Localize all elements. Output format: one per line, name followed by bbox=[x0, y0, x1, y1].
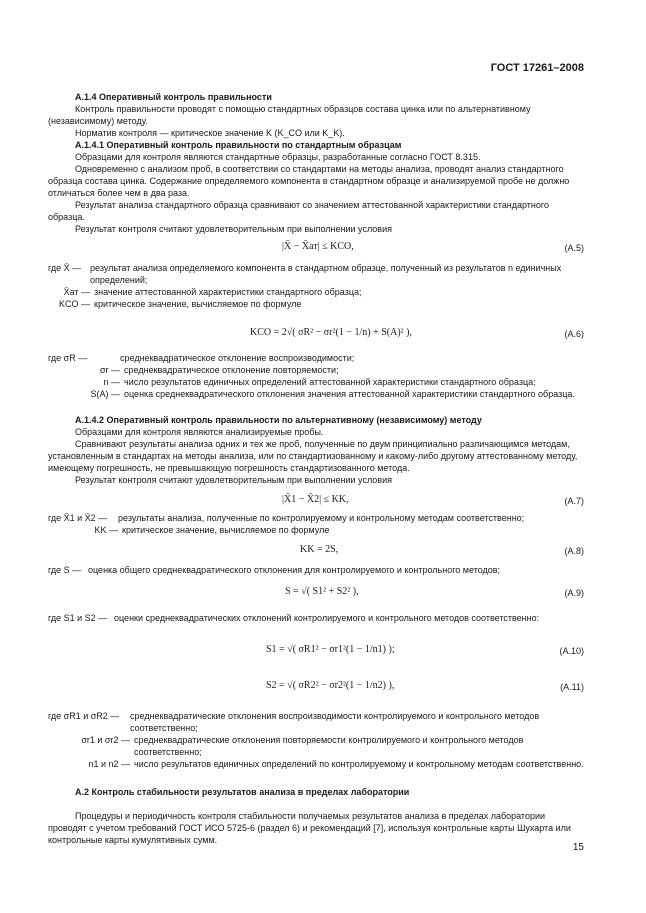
def-text: результаты анализа, полученные по контролируемому и контрольному методам соответственно; bbox=[118, 513, 525, 523]
paragraph: Результат контроля считают удовлетворительным при выполнении условия bbox=[75, 475, 392, 485]
paragraph: Образцами для контроля являются стандартные образцы, разработанные согласно ГОСТ 8.315. bbox=[75, 152, 481, 162]
paragraph: Результат контроля считают удовлетворительным при выполнении условия bbox=[75, 224, 392, 234]
def-label: где X̄1 и X̄2 — bbox=[48, 513, 108, 523]
def-label: KCO — bbox=[58, 299, 90, 309]
section-title: А.2 Контроль стабильности результатов анализа в пределах лаборатории bbox=[75, 787, 410, 797]
def-text: среднеквадратические отклонения повторяемости контролируемого и контрольного методов соответственно; bbox=[134, 735, 524, 757]
definitions-a5 bbox=[48, 262, 586, 310]
formula-number: (А.9) bbox=[564, 588, 584, 598]
definitions-a11 bbox=[48, 710, 586, 770]
paragraph: Контроль правильности проводят с помощью стандартных образцов состава цинка или по альтернативному (независимому) методу. bbox=[48, 104, 531, 126]
def-label: где S1 и S2 — bbox=[48, 613, 108, 623]
formula-number: (А.6) bbox=[564, 329, 584, 339]
paragraph: Норматив контроля — критическое значение K (K_CO или K_K). bbox=[75, 128, 345, 138]
paragraph: Процедуры и периодичность контроля стабильности получаемых результатов анализа в пределах лаборатории проводят с учетом требований ГОСТ ИСО 5725-6 (раздел 6) и рекомендаций [7], используя контрольные карты Шухарта или контрольные карты кумулятивных сумм. bbox=[48, 811, 571, 845]
definitions-a9 bbox=[48, 612, 586, 624]
def-label: n1 и n2 — bbox=[88, 759, 130, 769]
def-label: где X̄ — bbox=[48, 263, 82, 273]
formula-number: (А.5) bbox=[564, 243, 584, 253]
def-label: где S — bbox=[48, 565, 82, 575]
def-label: n — bbox=[103, 377, 120, 387]
paragraph: Результат анализа стандартного образца сравнивают со значением аттестованной характеристики стандартного образца. bbox=[48, 200, 549, 222]
def-text: оценка среднеквадратического отклонения значения аттестованной характеристики стандартного образца. bbox=[124, 389, 575, 399]
formula-number: (А.11) bbox=[560, 682, 584, 692]
def-text: оценки среднеквадратических отклонений контролируемого и контрольного методов соответственно: bbox=[114, 613, 540, 623]
def-text: результат анализа определяемого компонента в стандартном образце, полученный из результатов n единичных определений; bbox=[90, 263, 562, 285]
standard-number: ГОСТ 17261–2008 bbox=[490, 62, 584, 74]
def-text: число результатов единичных определений аттестованной характеристики стандартного образца; bbox=[124, 377, 536, 387]
section-a141 bbox=[48, 139, 586, 235]
formula-number: (А.8) bbox=[564, 546, 584, 556]
def-label: где σR1 и σR2 — bbox=[48, 711, 120, 721]
section-a142 bbox=[48, 414, 586, 486]
def-text: число результатов единичных определений по контролируемому и контрольному методам соответственно. bbox=[134, 759, 584, 769]
definitions-a7 bbox=[48, 512, 586, 536]
def-text: среднеквадратическое отклонение повторяемости; bbox=[124, 365, 339, 375]
section-title: А.1.4.1 Оперативный контроль правильности по стандартным образцам bbox=[75, 140, 402, 150]
def-text: оценка общего среднеквадратического отклонения для контролируемого и контрольного методов; bbox=[88, 565, 501, 575]
formula-a10: S1 = √( σR1² − σr1²(1 − 1/n1) ); bbox=[266, 644, 395, 655]
def-text: среднеквадратическое отклонение воспроизводимости; bbox=[120, 353, 355, 363]
def-text: значение аттестованной характеристики стандартного образца; bbox=[94, 287, 362, 297]
section-a14 bbox=[48, 91, 586, 139]
formula-a7: |X̄1 − X̄2| ≤ KK, bbox=[282, 494, 349, 505]
def-text: среднеквадратические отклонения воспроизводимости контролируемого и контрольного методов соответственно; bbox=[130, 711, 540, 733]
definitions-a8 bbox=[48, 564, 586, 576]
formula-a6: KCO = 2√( σR² − σr²(1 − 1/n) + S(A)² ), bbox=[250, 327, 412, 338]
def-text: критическое значение, вычисляемое по формуле bbox=[122, 525, 330, 535]
formula-a5: |X̄ − X̄ат| ≤ KCO, bbox=[282, 241, 354, 252]
paragraph: Одновременно с анализом проб, в соответствии со стандартами на методы анализа, проводят анализ стандартного образца состава цинка. Содержание определяемого компонента в стандартном образце и анализируемой пробе не должно отличаться более чем в два раза. bbox=[48, 164, 570, 198]
formula-number: (А.10) bbox=[559, 646, 584, 656]
def-text: критическое значение, вычисляемое по формуле bbox=[94, 299, 302, 309]
page-number: 15 bbox=[572, 842, 584, 853]
paragraph: Сравнивают результаты анализа одних и тех же проб, полученные по двум принципиально различающимся методам, установленным в стандартах на методы анализа, или по стандартизованному и какому-либо другому аттестованному методу, имеющему погрешность, не превышающую погрешность стандартизованного метода. bbox=[48, 439, 578, 473]
section-title: А.1.4.2 Оперативный контроль правильности по альтернативному (независимому) методу bbox=[75, 415, 482, 425]
def-label: где σR — bbox=[48, 353, 88, 363]
section-a2 bbox=[48, 786, 586, 846]
def-label: S(A) — bbox=[90, 389, 120, 399]
def-label: σr — bbox=[99, 365, 120, 375]
formula-a11: S2 = √( σR2² − σr2²(1 − 1/n2) ), bbox=[266, 680, 395, 691]
def-label: KK — bbox=[94, 525, 118, 535]
formula-number: (А.7) bbox=[564, 496, 584, 506]
def-label: σr1 и σr2 — bbox=[81, 735, 130, 745]
paragraph: Образцами для контроля являются анализируемые пробы. bbox=[75, 427, 324, 437]
formula-a9: S = √( S1² + S2² ), bbox=[285, 586, 359, 597]
def-label: X̄ат — bbox=[63, 287, 90, 297]
definitions-a6 bbox=[48, 352, 586, 400]
section-title: А.1.4 Оперативный контроль правильности bbox=[75, 92, 272, 102]
formula-a8: KK = 2S, bbox=[300, 544, 339, 555]
